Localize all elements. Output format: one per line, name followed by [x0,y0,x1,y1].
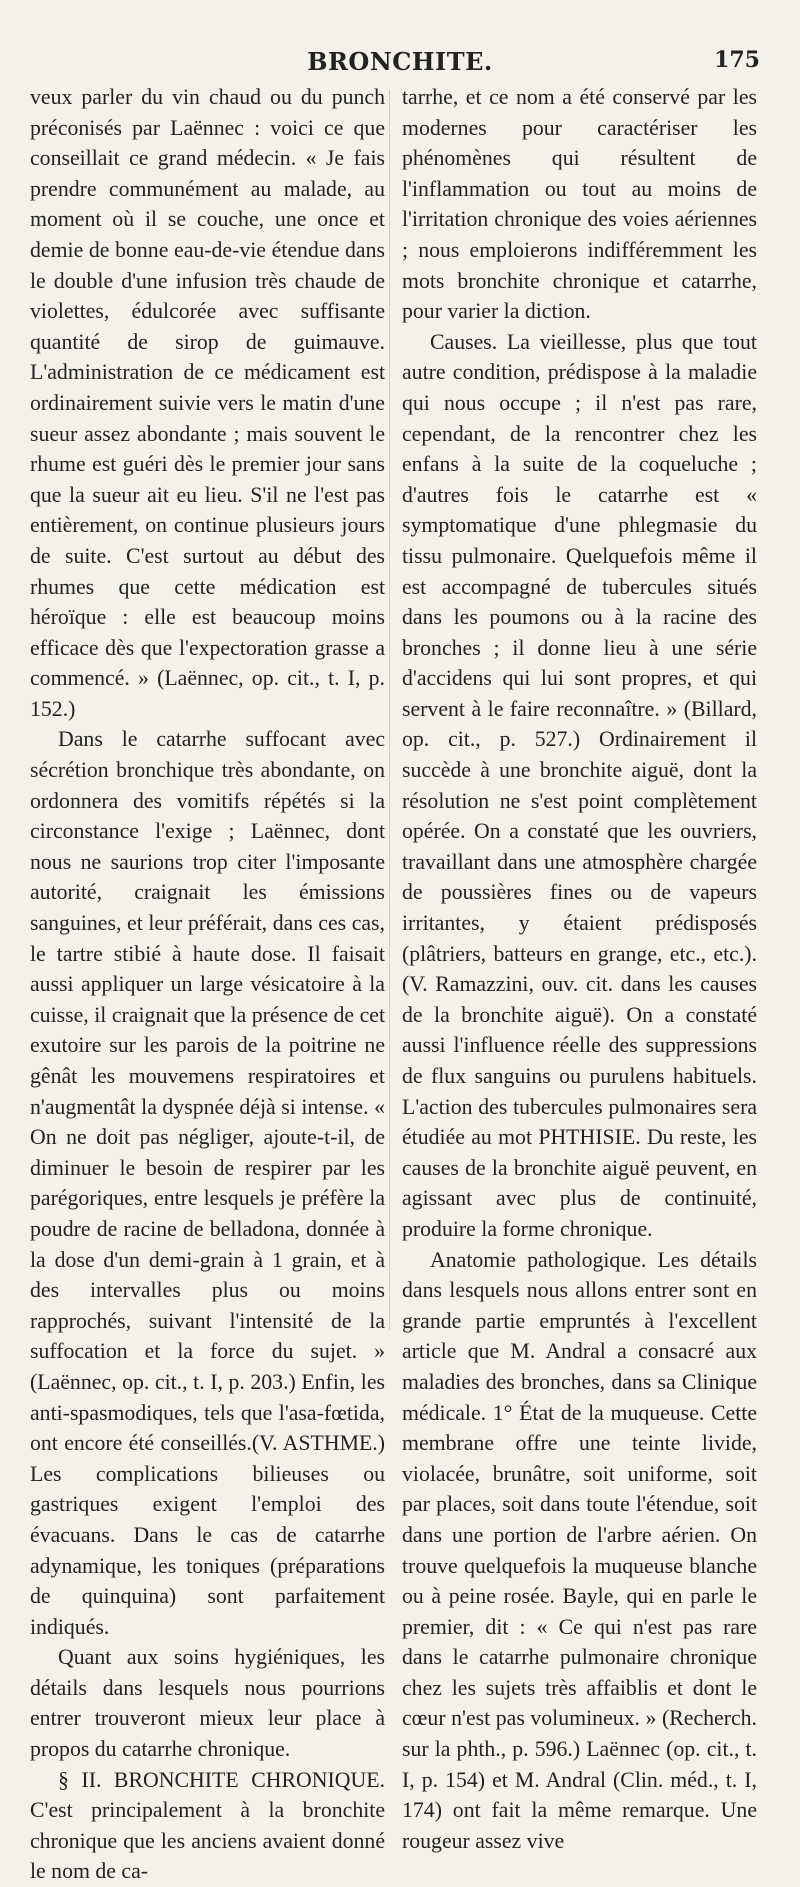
column-divider [389,90,390,1330]
paragraph: Dans le catarrhe suffocant avec sécrétion bronchique très abondante, on ordonnera des vomitifs répétés si la circonstance l'exige ; Laënnec, dont nous ne saurions trop citer l'imposante autorité, craignait les émissions sanguines, et leur préférait, dans ces cas, le tartre stibié à haute dose. Il faisait aussi appliquer un large vésicatoire à la cuisse, il craignait que la présence de cet exutoire sur les parois de la poitrine ne gênât les mouvemens respiratoires et n'augmentât la dyspnée déjà si intense. « On ne doit pas négliger, ajoute-t-il, de diminuer le besoin de respirer par les parégoriques, entre lesquels je préfère la poudre de racine de belladona, donnée à la dose d'un demi-grain à 1 grain, et à des intervalles plus ou moins rapprochés, suivant l'intensité de la suffocation et la force du sujet. » (Laënnec, op. cit., t. I, p. 203.) Enfin, les anti-spasmodiques, tels que l'asa-fœtida, ont encore été conseillés.(V. ASTHME.) Les complications bilieuses ou gastriques exigent l'emploi des évacuans. Dans le cas de catarrhe adynamique, les toniques (préparations de quinquina) sont parfaitement indiqués. [30,727,385,1639]
paragraph: Anatomie pathologique. Les détails dans lesquels nous allons entrer sont en grande partie empruntés à l'excellent article que M. Andral a consacré aux maladies des bronches, dans sa Clinique médicale. 1° État de la muqueuse. Cette membrane offre une teinte livide, violacée, brunâtre, soit uniforme, soit par places, soit dans toute l'étendue, soit dans une portion de l'arbre aérien. On trouve quelquefois la muqueuse blanche ou à peine rosée. Bayle, qui en parle le premier, dit : « Ce qui n'est pas rare dans le catarrhe pulmonaire chronique chez les sujets très affaiblis et dont le cœur n'est pas volumineux. » (Recherch. sur la phth., p. 596.) Laënnec (op. cit., t. I, p. 154) et M. Andral (Clin. méd., t. I, 174) ont fait la même remarque. Une rougeur assez vive [402,1247,757,1853]
paragraph: tarrhe, et ce nom a été conservé par les modernes pour caractériser les phénomènes qui résultent de l'inflammation ou tout au moins de l'irritation chronique des voies aériennes ; nous emploierons indifféremment les mots bronchite chronique et catarrhe, pour varier la diction. [402,85,757,324]
right-column [402,82,757,1856]
left-column [30,82,385,1887]
paragraph: Causes. La vieillesse, plus que tout autre condition, prédispose à la maladie qui nous occupe ; il n'est pas rare, cependant, de la rencontrer chez les enfans à la suite de la coqueluche ; d'autres fois le catarrhe est « symptomatique d'une phlegmasie du tissu pulmonaire. Quelquefois même il est accompagné de tubercules situés dans les poumons ou à la racine des bronches ; il donne lieu à une série d'accidens qui lui sont propres, et qui servent à le faire reconnaître. » (Billard, op. cit., p. 527.) Ordinairement il succède à une bronchite aiguë, dont la résolution ne s'est point complètement opérée. On a constaté que les ouvriers, travaillant dans une atmosphère chargée de poussières fines ou de vapeurs irritantes, y étaient prédisposés (plâtriers, batteurs en grange, etc., etc.). (V. Ramazzini, ouv. cit. dans les causes de la bronchite aiguë). On a constaté aussi l'influence réelle des suppressions de flux sanguins ou purulens habituels. L'action des tubercules pulmonaires sera étudiée au mot PHTHISIE. Du reste, les causes de la bronchite aiguë peuvent, en agissant avec plus de continuité, produire la forme chronique. [402,329,757,1241]
paragraph: Quant aux soins hygiéniques, les détails dans lesquels nous pourrions entrer trouveront mieux leur place à propos du catarrhe chronique. [30,1645,385,1762]
page-number: 175 [714,47,760,73]
running-title: BRONCHITE. [307,47,493,76]
paragraph: veux parler du vin chaud ou du punch préconisés par Laënnec : voici ce que conseillait ce grand médecin. « Je fais prendre communément au malade, au moment où il se couche, une once et demie de bonne eau-de-vie étendue dans le double d'une infusion très chaude de violettes, édulcorée avec suffisante quantité de sirop de guimauve. L'administration de ce médicament est ordinairement suivie vers le matin d'une sueur assez abondante ; mais souvent le rhume est guéri dès le premier jour sans que la sueur ait eu lieu. S'il ne l'est pas entièrement, on continue plusieurs jours de suite. C'est surtout au début des rhumes que cette médication est héroïque : elle est beaucoup moins efficace dès que l'expectoration grasse a commencé. » (Laënnec, op. cit., t. I, p. 152.) [30,85,385,721]
paragraph: § II. BRONCHITE CHRONIQUE. C'est principalement à la bronchite chronique que les anciens avaient donné le nom de ca- [30,1767,385,1884]
